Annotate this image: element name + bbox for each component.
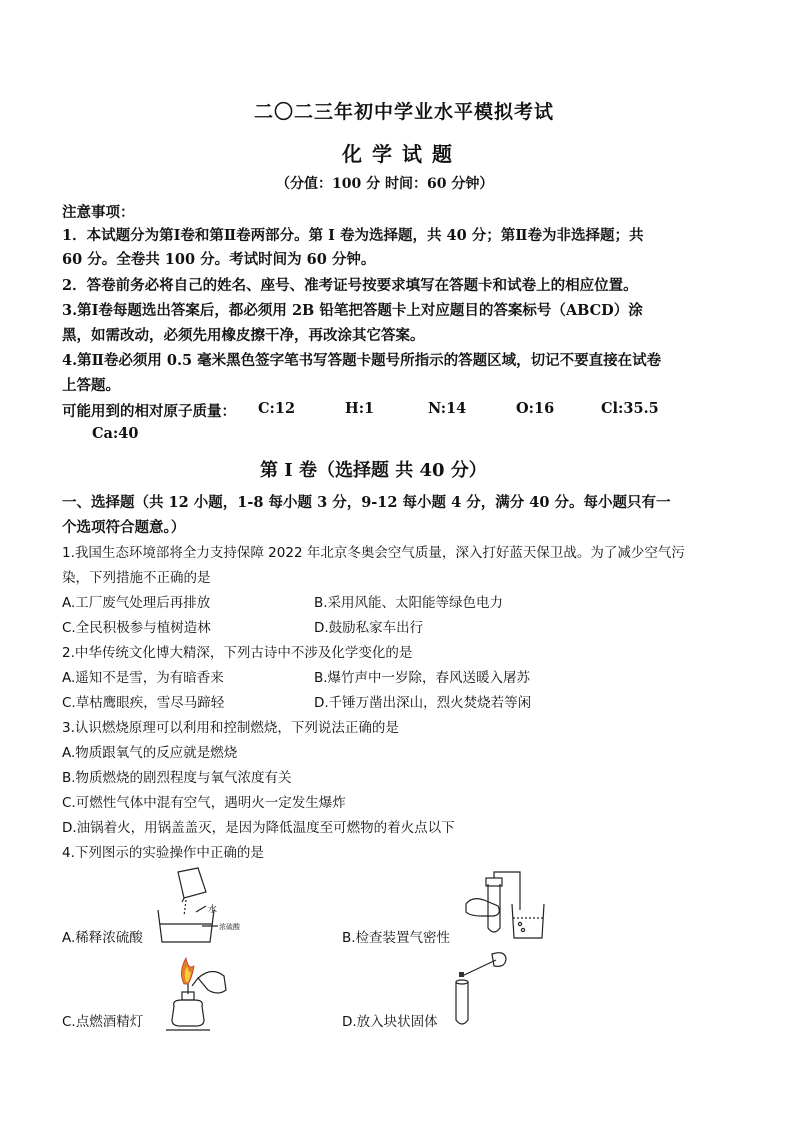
question-3-option-a: A.物质跟氧气的反应就是燃烧 bbox=[62, 745, 238, 761]
score-time-info: （分值：100 分 时间：60 分钟） bbox=[276, 176, 494, 192]
section-title: 第 Ⅰ 卷（选择题 共 40 分） bbox=[260, 460, 487, 481]
dilute-sulfuric-acid-figure bbox=[148, 866, 248, 946]
question-3-option-c: C.可燃性气体中混有空气，遇明火一定发生爆炸 bbox=[62, 795, 346, 811]
question-1-stem: 1.我国生态环境部将全力支持保障 2022 年北京冬奥会空气质量，深入打好蓝天保卫战。为了减少空气污 bbox=[62, 545, 685, 561]
question-3-option-b: B.物质燃烧的剧烈程度与氧气浓度有关 bbox=[62, 770, 292, 786]
question-4-option-d: D.放入块状固体 bbox=[342, 1014, 438, 1030]
figure-a-water-label: 水 bbox=[208, 905, 218, 915]
atomic-mass-n: N:14 bbox=[428, 400, 467, 417]
notes-line: 1．本试题分为第Ⅰ卷和第Ⅱ卷两部分。第 Ⅰ 卷为选择题，共 40 分；第Ⅱ卷为非选择题；共 bbox=[62, 227, 644, 244]
section-instructions: 一、选择题（共 12 小题，1-8 每小题 3 分，9-12 每小题 4 分，满分 40 分。每小题只有一 bbox=[62, 494, 671, 511]
question-3-stem: 3.认识燃烧原理可以利用和控制燃烧，下列说法正确的是 bbox=[62, 720, 399, 736]
question-2-option-b: B.爆竹声中一岁除，春风送暖入屠苏 bbox=[314, 670, 531, 686]
notes-line: 2．答卷前务必将自己的姓名、座号、准考证号按要求填写在答题卡和试卷上的相应位置。 bbox=[62, 277, 638, 294]
question-1-stem: 染，下列措施不正确的是 bbox=[62, 570, 211, 586]
question-4-option-c: C.点燃酒精灯 bbox=[62, 1014, 144, 1030]
figure-a-acid-label: 浓硫酸 bbox=[219, 923, 240, 931]
atomic-mass-h: H:1 bbox=[345, 400, 375, 417]
question-4-option-b: B.检查装置气密性 bbox=[342, 930, 451, 946]
section-instructions: 个选项符合题意。） bbox=[62, 519, 186, 536]
question-3-option-d: D.油锅着火，用锅盖盖灭，是因为降低温度至可燃物的着火点以下 bbox=[62, 820, 455, 836]
question-1-option-c: C.全民积极参与植树造林 bbox=[62, 620, 211, 636]
notes-heading: 注意事项： bbox=[62, 204, 135, 221]
exam-title: 二〇二三年初中学业水平模拟考试 bbox=[254, 101, 555, 123]
atomic-mass-o: O:16 bbox=[516, 400, 555, 417]
question-4-option-a: A.稀释浓硫酸 bbox=[62, 930, 143, 946]
subject-title: 化学试题 bbox=[342, 142, 462, 166]
alcohol-lamp-figure bbox=[158, 954, 238, 1032]
question-4-stem: 4.下列图示的实验操作中正确的是 bbox=[62, 845, 264, 861]
add-block-solid-figure bbox=[448, 948, 508, 1028]
atomic-mass-ca: Ca:40 bbox=[92, 425, 139, 442]
notes-line: 上答题。 bbox=[62, 377, 120, 394]
atomic-mass-cl: Cl:35.5 bbox=[601, 400, 659, 417]
question-2-stem: 2.中华传统文化博大精深，下列古诗中不涉及化学变化的是 bbox=[62, 645, 413, 661]
question-1-option-a: A.工厂废气处理后再排放 bbox=[62, 595, 211, 611]
question-2-option-c: C.草枯鹰眼疾，雪尽马蹄轻 bbox=[62, 695, 225, 711]
notes-line: 4.第Ⅱ卷必须用 0.5 毫米黑色签字笔书写答题卡题号所指示的答题区域，切记不要直接在试卷 bbox=[62, 352, 662, 369]
question-1-option-b: B.采用风能、太阳能等绿色电力 bbox=[314, 595, 504, 611]
notes-line: 3.第Ⅰ卷每题选出答案后，都必须用 2B 铅笔把答题卡上对应题目的答案标号（ABCD）涂 bbox=[62, 302, 643, 319]
question-2-option-a: A.遥知不是雪，为有暗香来 bbox=[62, 670, 224, 686]
airtightness-check-figure bbox=[462, 866, 552, 942]
question-2-option-d: D.千锤万凿出深山，烈火焚烧若等闲 bbox=[314, 695, 532, 711]
notes-line: 黑，如需改动，必须先用橡皮擦干净，再改涂其它答案。 bbox=[62, 327, 425, 344]
notes-line: 60 分。全卷共 100 分。考试时间为 60 分钟。 bbox=[62, 251, 376, 268]
question-1-option-d: D.鼓励私家车出行 bbox=[314, 620, 424, 636]
atomic-mass-label: 可能用到的相对原子质量： bbox=[62, 403, 236, 420]
atomic-mass-c: C:12 bbox=[258, 400, 296, 417]
